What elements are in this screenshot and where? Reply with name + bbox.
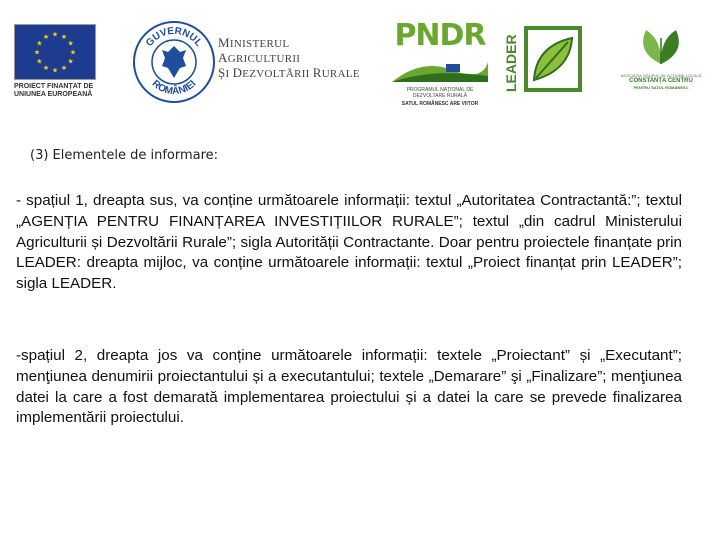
eu-star-icon: ★ xyxy=(69,49,77,57)
ministry-cap-s: Ș xyxy=(218,65,226,80)
gov-seal-bottom-text: ROMÂNIEI xyxy=(149,78,199,98)
eu-caption xyxy=(14,83,100,99)
section-heading: (3) Elementele de informare: xyxy=(30,148,219,163)
cc-name: CONSTANȚA CENTRU xyxy=(629,78,693,84)
eu-star-icon: ★ xyxy=(36,58,43,66)
eu-caption-line2: UNIUNEA EUROPEANĂ xyxy=(14,91,93,98)
eu-flag-icon xyxy=(14,24,96,80)
cc-tiny-text: ASOCIAȚIA GRUPUL DE ACȚIUNE LOCALĂ xyxy=(620,73,702,78)
eu-star-icon: ★ xyxy=(67,58,74,66)
leaf-logo-icon xyxy=(616,24,706,68)
ministry-cap-d: D xyxy=(232,65,243,80)
leader-logo xyxy=(504,24,584,96)
ministry-line1 xyxy=(218,36,368,66)
eu-star-icon: ★ xyxy=(36,40,43,48)
eu-caption-line1: PROIECT FINANȚAT DE xyxy=(14,83,94,90)
ministry-word-i: I xyxy=(225,68,230,80)
ministry-word-ezvoltarii: EZVOLTĂRII xyxy=(242,68,310,80)
ministry-word-griculturii: GRICULTURII xyxy=(227,53,301,65)
svg-text:GUVERNUL xyxy=(144,26,204,49)
eu-star-icon: ★ xyxy=(51,67,59,75)
pndr-subtitle: PROGRAMUL NAȚIONAL DE DEZVOLTARE RURALĂ xyxy=(406,87,474,99)
romanian-government-seal-icon xyxy=(132,20,216,104)
eu-star-icon: ★ xyxy=(51,31,59,39)
eu-star-icon: ★ xyxy=(60,65,68,73)
ministry-cap-m: M xyxy=(218,35,230,50)
ministry-cap-r: R xyxy=(312,65,322,80)
ministry-logo xyxy=(218,36,368,81)
pndr-logo xyxy=(392,20,488,110)
pndr-title: PNDR xyxy=(394,18,486,53)
eu-star-icon: ★ xyxy=(60,33,68,41)
leader-text: LEADER xyxy=(504,34,519,92)
svg-text:ROMÂNIEI xyxy=(150,78,199,97)
ministry-cap-a: A xyxy=(218,50,228,65)
pndr-landscape-icon xyxy=(392,52,488,82)
ministry-line2 xyxy=(218,66,368,81)
ministry-word-inisterul: INISTERUL xyxy=(229,38,289,50)
gov-seal-top-text: GUVERNUL xyxy=(144,25,205,49)
eu-star-icon: ★ xyxy=(67,40,74,48)
constanta-centru-logo xyxy=(616,24,706,90)
eu-star-icon: ★ xyxy=(42,33,50,41)
paragraph-space-1: - spațiul 1, dreapta sus, va conține următoarele informații: textul „Autoritatea Contractantă:”; textul „AGENȚIA PENTRU FINANȚAREA INVESTIȚIILOR RURALE”; textul „din cadrul Ministerului Agriculturii și Dezvoltării Rurale”; sigla Autorității Contractante. Doar pentru proiectele finanțate prin LEADER: dreapta mijloc, va conține următoarele informații: textul „Proiect finanțat prin LEADER”; sigla LEADER. xyxy=(16,192,682,293)
pndr-slogan: SATUL ROMÂNESC ARE VIITOR xyxy=(401,101,479,107)
logo-bar xyxy=(0,14,720,114)
eu-star-icon: ★ xyxy=(42,65,50,73)
ministry-word-urale: URALE xyxy=(321,68,360,80)
cc-subtitle: PENTRU SATUL ROMÂNESC xyxy=(633,85,689,90)
eu-star-icon: ★ xyxy=(33,49,41,57)
eu-logo xyxy=(14,24,100,99)
paragraph-space-2: -spațiul 2, dreapta jos va conține următoarele informații: textele „Proiectant” și „Executant”; menţiunea denumirii proiectantului și a executantului; textele „Demarare” şi „Finalizare”; menţiunea datei la care a fost demarată implementarea proiectului și a datei la care se prevede finalizarea implementării proiectului. xyxy=(16,347,682,427)
